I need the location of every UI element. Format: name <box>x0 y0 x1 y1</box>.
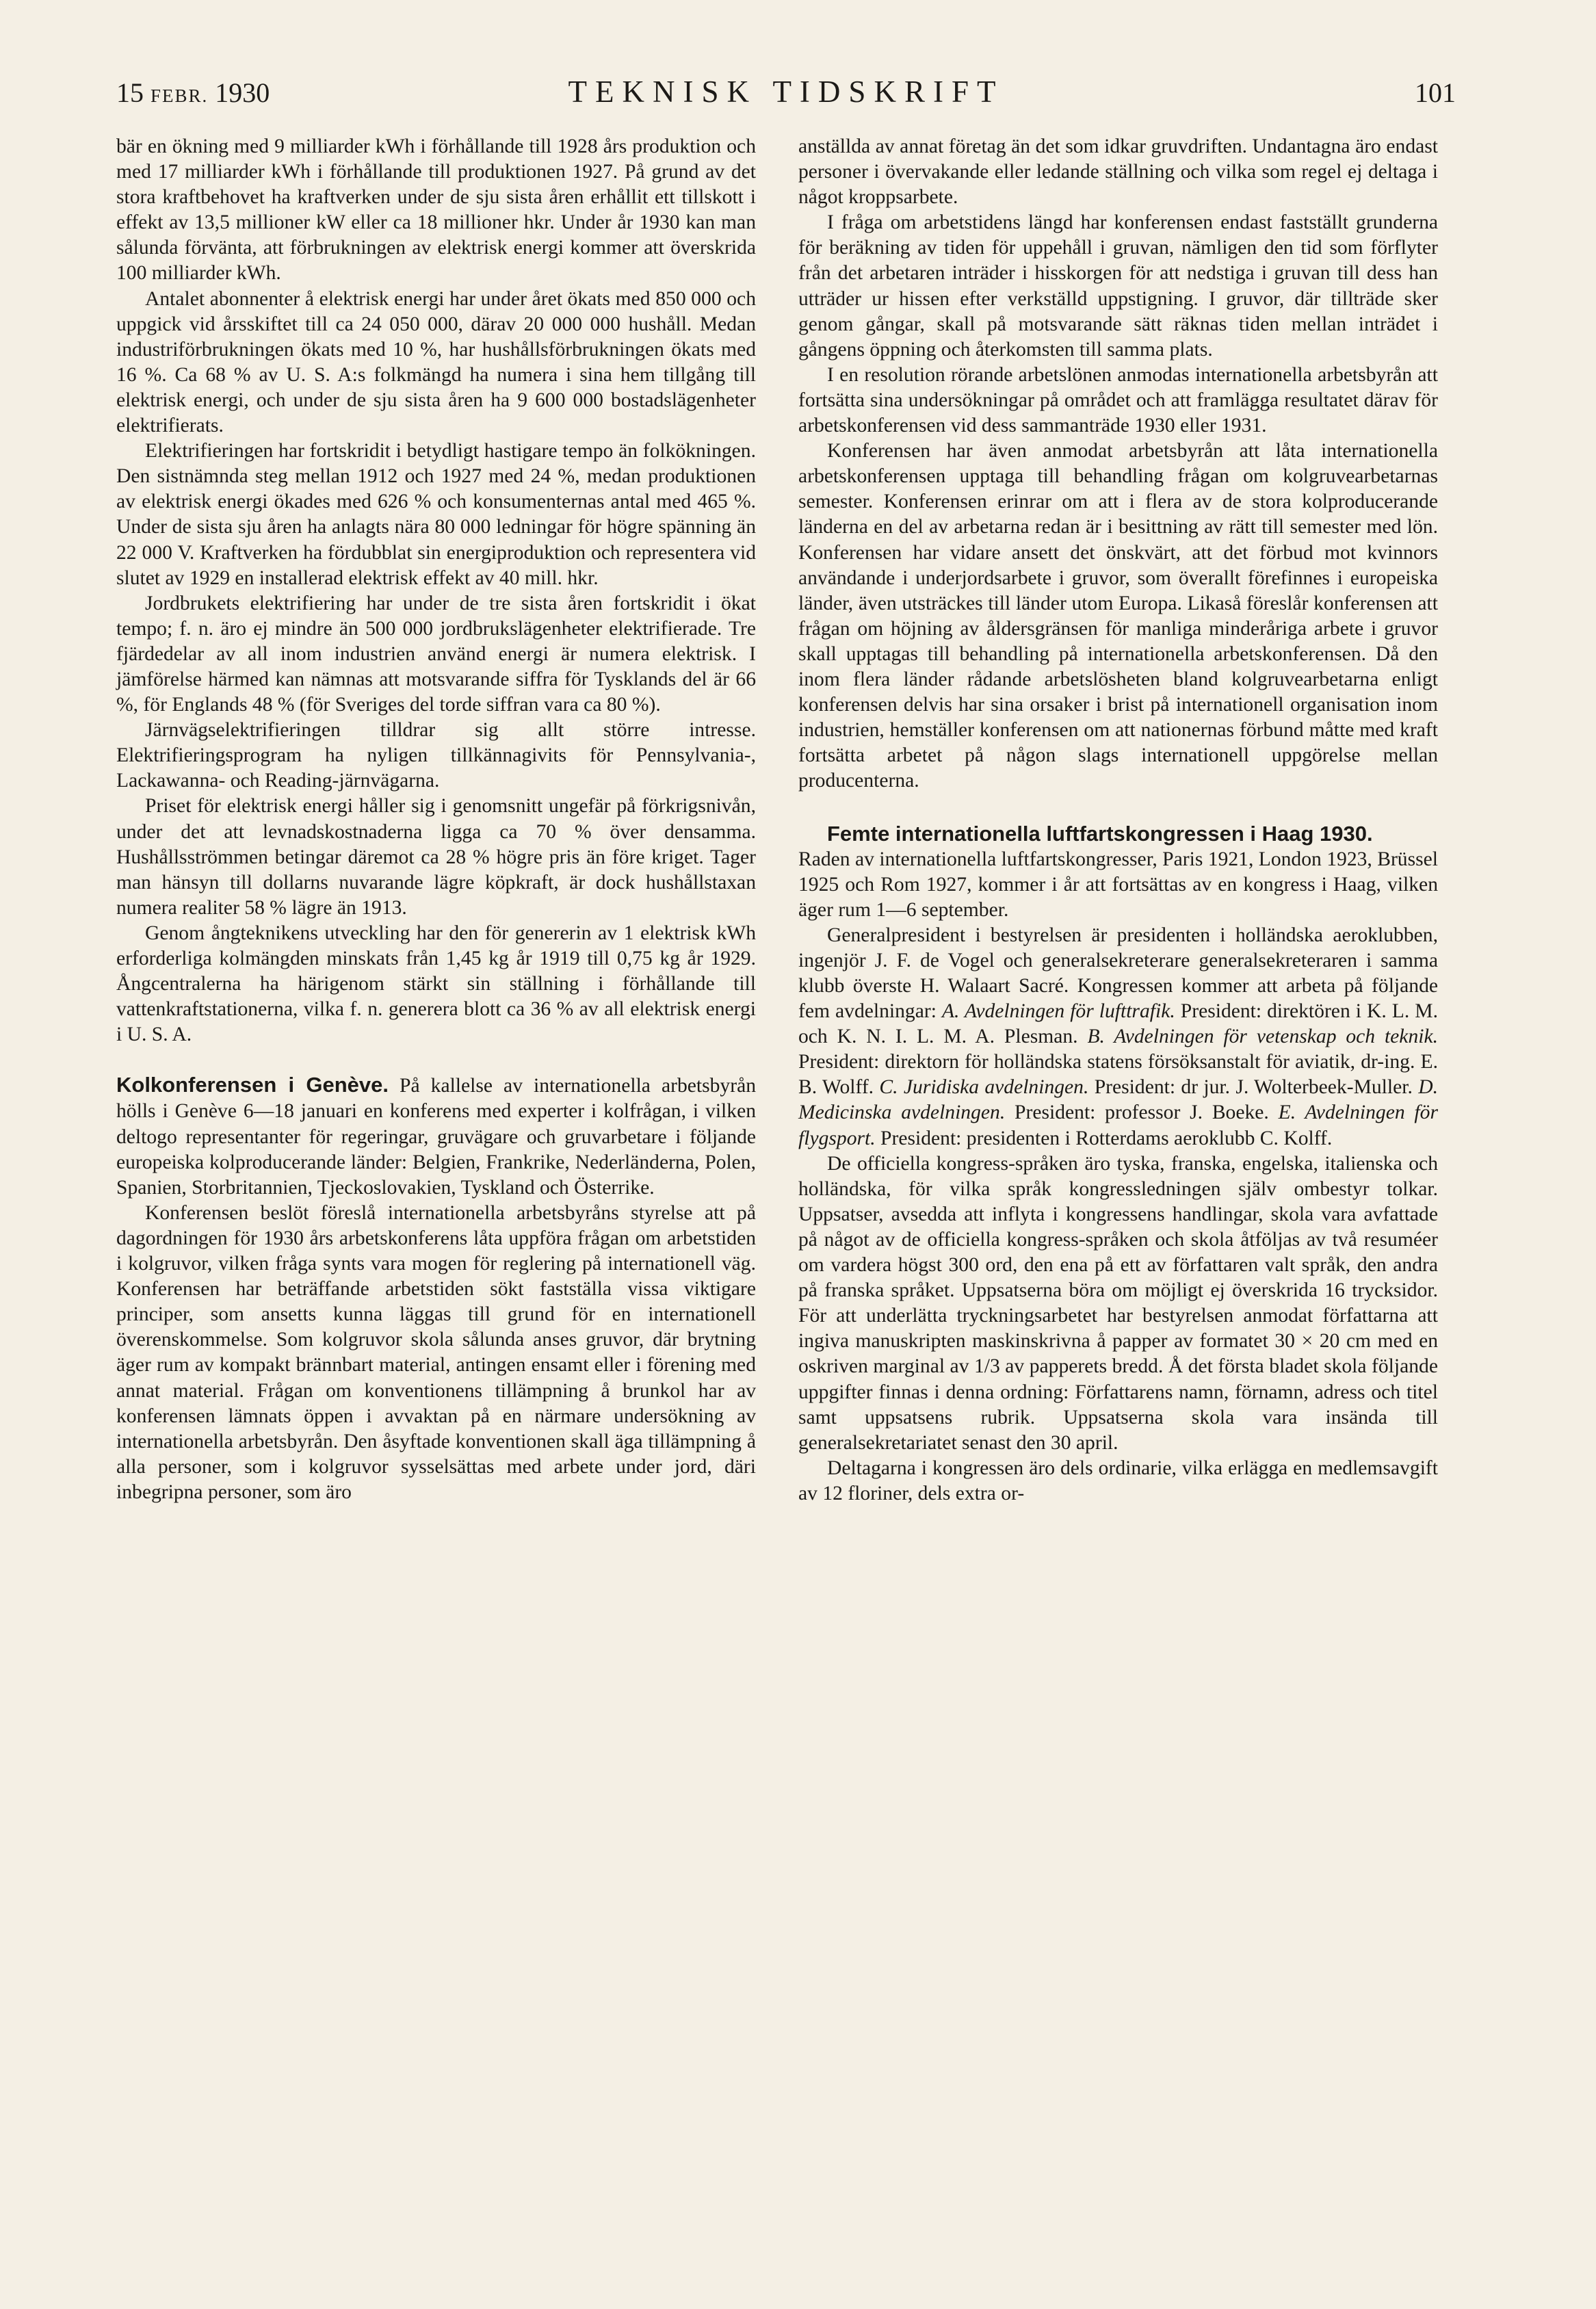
paragraph <box>798 923 1438 1151</box>
paragraph: Elektrifieringen har fortskridit i betydligt hastigare tempo än folkökningen. Den sistnämnda steg mellan 1912 och 1927 med 24 %, medan produktionen av elektrisk energi ökades med 626 % och konsumenternas antal med 465 %. Under de sista sju åren ha anlagts nära 80 000 ledningar för högre spänning än 22 000 V. Kraftverken ha fördubblat sin energiproduktion och representera vid slutet av 1929 en installerad elektrisk effekt av 40 mill. hkr. <box>116 440 756 589</box>
paragraph: Antalet abonnenter å elektrisk energi har under året ökats med 850 000 och uppgick vid årsskiftet till ca 24 050 000, därav 20 000 000 hushåll. Medan industriförbrukningen ökats med 10 %, har hushållsförbrukningen ökats med 16 %. Ca 68 % av U. S. A:s folkmängd ha numera i sina hem tillgång till elektrisk energi, och under de sju sista åren ha 9 600 000 bostadslägenheter elektrifierats. <box>116 287 756 437</box>
division-c: C. Juridiska avdelningen. <box>879 1076 1089 1099</box>
section-gap <box>116 1047 756 1072</box>
president-d: President: professor J. Boeke. <box>1015 1101 1269 1124</box>
paragraph: I en resolution rörande arbetslönen anmodas internationella arbetsbyrån att fortsätta sina undersökningar på området och att framlägga resultatet därav för arbetskonferensen vid dess sammanträde 1930 eller 1931. <box>798 363 1438 437</box>
paragraph: I fråga om arbetstidens längd har konferensen endast fastställt grunderna för beräkning av tiden för uppehåll i gruvan, nämligen den tid som förflyter från det arbetaren inträder i hisskorgen för att nedstiga i gruvan till dess han utträder ur hissen efter verkställd uppstigning. I gruvor, där tillträde sker genom gångar, skall på motsvarande sätt räknas tiden mellan inträdet i gångens öppning och återkomsten till samma plats. <box>798 211 1438 361</box>
paragraph: Raden av internationella luftfartskongresser, Paris 1921, London 1923, Brüssel 1925 och Rom 1927, kommer i år att fortsättas av en kongress i Haag, vilken äger rum 1—6 september. <box>798 848 1438 921</box>
president-e: President: presidenten i Rotterdams aeroklubb C. Kolff. <box>880 1127 1333 1149</box>
paragraph: Konferensen beslöt föreslå internationella arbetsbyråns styrelse att på dagordningen för 1930 års arbetskonferens låta uppföra frågan om arbetstiden i kolgruvor, vilken fråga synts vara mogen för reglering på internationell väg. Konferensen har beträffande arbetstiden sökt fastställa vissa viktigare principer, som ansetts kunna läggas till grund för en internationell överenskommelse. Som kolgruvor skola sålunda anses gruvor, där brytning äger rum av kompakt brännbart material, antingen ensamt eller i förening med annat material. Frågan om konventionens tillämpning å brunkol har av konferensen lämnats öppen i avvaktan på en närmare undersökning av internationella arbetsbyrån. Den åsyftade konventionen skall äga tillämpning å alla personer, som i kolgruvor sysselsättas med arbete under jord, däri inbegripna personer, som äro <box>116 1201 756 1503</box>
paragraph: Järnvägselektrifieringen tilldrar sig allt större intresse. Elektrifieringsprogram ha nyligen tillkännagivits för Pennsylvania-, Lackawanna- och Reading-järnvägarna. <box>116 719 756 792</box>
journal-title: TEKNISK TIDSKRIFT <box>568 75 1004 109</box>
section-heading: Femte internationella luftfartskongressen i Haag 1930. <box>827 822 1373 846</box>
paragraph: Jordbrukets elektrifiering har under de tre sista åren fortskridit i ökat tempo; f. n. äro ej mindre än 500 000 jordbrukslägenheter elektrifierade. Tre fjärdedelar av all inom industrien använd energi är numera elektrisk. I jämförelse härmed kan nämnas att motsvarande siffra för Tysklands del är 66 %, för Englands 48 % (för Sveriges del torde siffran vara ca 80 %). <box>116 592 756 716</box>
left-column <box>116 134 756 1505</box>
paragraph: Priset för elektrisk energi håller sig i genomsnitt ungefär på förkrigsnivån, under det att levnadskostnaderna ligga ca 70 % över densamma. Hushållsströmmen betingar däremot ca 28 % högre pris än före kriget. Tager man hänsyn till dollarns nuvarande lägre köpkraft, är dock hushållstaxan numera realiter 58 % lägre än 1913. <box>116 795 756 919</box>
president-b: President: direktorn för holländska statens försöksanstalt för aviatik, dr-ing. E. B. Wolff. <box>798 1051 1438 1099</box>
page-number: 101 <box>1415 77 1456 108</box>
issue-year: 1930 <box>215 77 270 108</box>
paragraph: Konferensen har även anmodat arbetsbyrån att låta internationella arbetskonferensen upptaga till behandling frågan om kolgruvearbetarnas semester. Konferensen erinrar om att i flera av de stora kolproducerande länderna en del av arbetarna redan är i besittning av rätt till semester med lön. Konferensen har vidare ansett det önskvärt, att det förbud mot kvinnors användande i underjordsarbete i gruvor, som överallt förefinnes i europeiska länder, även utsträckes till länder utom Europa. Likaså föreslår konferensen att frågan om höjning av åldersgränsen för manliga minderåriga arbete i gruvor skall upptagas till behandling på internationella arbetskonferensen. Då den inom flera länder rådande arbetslösheten bland kolgruvearbetarna enligt konferensen delvis har sina orsaker i brist på internationell organisation inom industrien, hemställer konferensen om att nationernas förbund måtte med kraft fortsätta arbetet på någon slags internationell uppgörelse mellan producenterna. <box>798 440 1438 792</box>
right-column <box>798 134 1438 1506</box>
text: Generalpresident i bestyrelsen är presidenten i holländska aeroklubben, ingenjör J. F. de Vogel och generalsekreterare generalsekreteraren i samma klubb överste H. Walaart Sacré. Kongressen kommer att arbeta på följande fem avdelningar: <box>798 924 1438 1023</box>
paragraph: Deltagarna i kongressen äro dels ordinarie, vilka erlägga en medlemsavgift av 12 floriner, dels extra or- <box>798 1457 1438 1504</box>
section-gap <box>798 794 1438 821</box>
issue-month: FEBR. <box>151 86 209 106</box>
issue-day: 15 <box>116 77 144 108</box>
division-e: E. Avdelningen för flygsport. <box>798 1101 1438 1149</box>
page-header <box>116 77 1456 125</box>
division-d: D. Medicinska avdelningen. <box>798 1076 1438 1124</box>
paragraph: anställda av annat företag än det som idkar gruvdriften. Undantagna äro endast personer i övervakande eller ledande ställning och vilka som regel ej deltaga i något kroppsarbete. <box>798 135 1438 209</box>
paragraph: Genom ångteknikens utveckling har den för genererin av 1 elektrisk kWh erforderliga kolmängden minskats från 1,45 kg år 1919 till 0,75 kg år 1929. Ångcentralerna ha härigenom stärkt sin ställning i förhållande till vattenkraftstationerna, vilka f. n. generera blott ca 36 % av all elektrisk energi i U. S. A. <box>116 922 756 1046</box>
paragraph: bär en ökning med 9 milliarder kWh i förhållande till 1928 års produktion och med 17 milliarder kWh i förhållande till produktionen 1927. På grund av det stora kraftbehovet ha kraftverken under de sju sista åren erhållit ett tillskott i effekt av 13,5 millioner kW eller ca 18 millioner hkr. Under år 1930 kan man sålunda förvänta, att förbrukningen av elektrisk energi kommer att överskrida 100 milliarder kWh. <box>116 135 756 285</box>
section-text: På kallelse av internationella arbetsbyrån hölls i Genève 6—18 januari en konferens med experter i kolfrågan, i vilken deltogo representanter för regeringar, gruvägare och gruvarbetare i följande europeiska kolproducerande länder: Belgien, Frankrike, Nederländerna, Polen, Spanien, Storbritannien, Tjeckoslovakien, Tyskland och Österrike. <box>116 1075 757 1199</box>
paragraph: De officiella kongress-språken äro tyska, franska, engelska, italienska och holländska, för vilka språk kongressledningen själv ombestyr tolkar. Uppsatser, avsedda att inflyta i kongressens handlingar, skola vara avfattade på något av de officiella kongress-språken och skola åtföljas av två resuméer om vardera högst 300 ord, den ena på ett av författaren valt språk, den andra på franska språket. Uppsatserna böra om möjligt ej överskrida 16 trycksidor. För att underlätta tryckningsarbetet har bestyrelsen anmodat författarna att ingiva manuskripten maskinskrivna å papper av formatet 30 × 20 cm med en oskriven marginal av 1/3 av papperets bredd. Å det första bladet skola följande uppgifter finnas i denna ordning: Författarens namn, förnamn, adress och titel samt uppsatsens rubrik. Uppsatserna skola vara insända till generalsekretariatet senast den 30 april. <box>798 1152 1438 1454</box>
section-paragraph <box>116 1072 756 1200</box>
division-b: B. Avdelningen för vetenskap och teknik. <box>1087 1026 1438 1048</box>
president-c: President: dr jur. J. Wolterbeek-Muller. <box>1094 1076 1413 1099</box>
division-a: A. Avdelningen för lufttrafik. <box>941 1000 1175 1023</box>
president-a: President: direktören i K. L. M. och K. N. I. L. M. A. Plesman. <box>798 1000 1438 1048</box>
section-heading: Kolkonferensen i Genève. <box>116 1073 389 1097</box>
